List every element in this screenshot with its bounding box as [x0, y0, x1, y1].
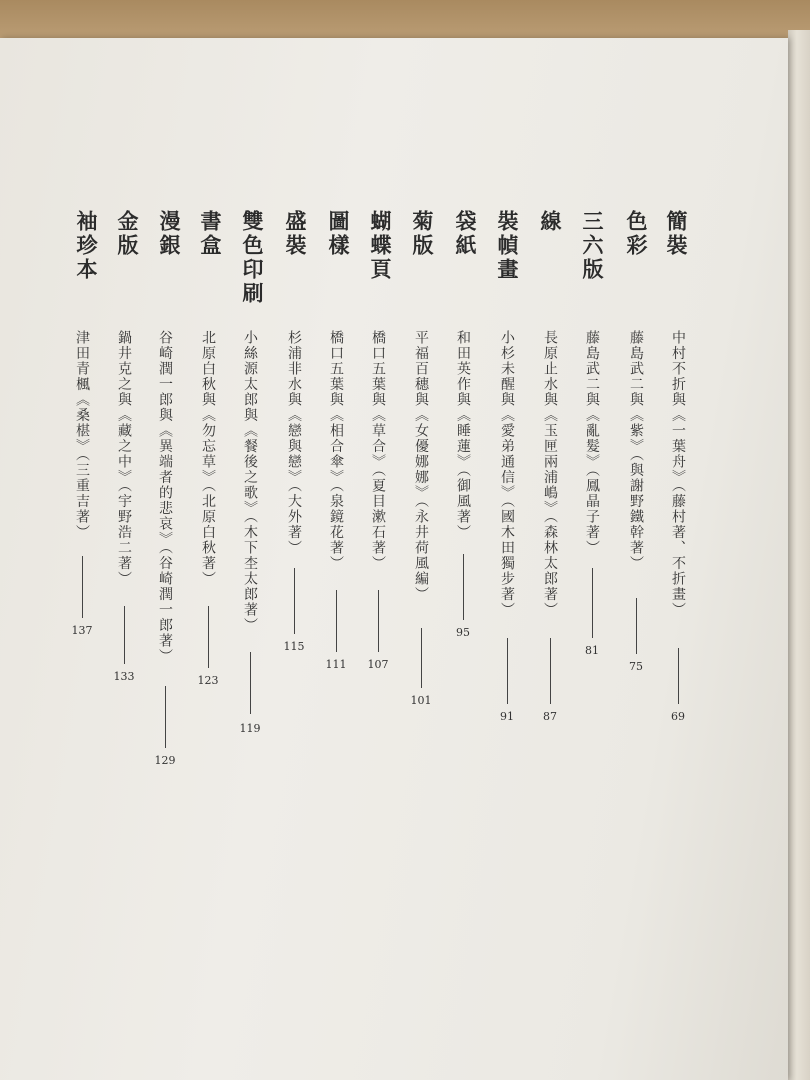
leader-1 — [678, 648, 679, 704]
toc-entry-13: 谷崎潤一郎與《異端者的悲哀》（谷崎潤一郎著） — [157, 330, 173, 664]
heading-6: 袋紙 — [453, 210, 478, 258]
toc-entry-15: 津田青楓《桑椹》（三重吉著） — [74, 330, 90, 540]
heading-12: 書盒 — [198, 210, 223, 258]
toc-entry-7: 平福百穗與《女優娜娜》（永井荷風編） — [413, 330, 429, 602]
heading-7: 菊版 — [410, 210, 435, 258]
toc-entry-2: 藤島武二與《紫》（與謝野鐵幹著） — [628, 330, 644, 571]
page-number-6: 95 — [456, 626, 470, 639]
heading-10: 盛裝 — [283, 210, 308, 258]
facing-page-edge — [788, 30, 810, 1080]
heading-4: 線 — [538, 210, 563, 234]
page-number-13: 129 — [154, 754, 176, 767]
toc-entry-1: 中村不折與《一葉舟》（藤村著、不折畫） — [670, 330, 686, 618]
leader-11 — [250, 652, 251, 714]
heading-14: 金版 — [115, 210, 140, 258]
leader-6 — [463, 554, 464, 620]
page-number-10: 115 — [283, 640, 305, 653]
heading-11: 雙色印刷 — [240, 210, 265, 306]
toc-entry-5: 小杉未醒與《愛弟通信》（國木田獨步著） — [499, 330, 515, 618]
book-page — [0, 38, 788, 1080]
leader-8 — [378, 590, 379, 652]
heading-15: 袖珍本 — [74, 210, 99, 282]
leader-4 — [550, 638, 551, 704]
toc-entry-11: 小絲源太郎與《餐後之歌》（木下杢太郎著） — [242, 330, 258, 633]
toc-entry-4: 長原止水與《玉匣兩浦嶋》（森林太郎著） — [542, 330, 558, 618]
page-number-14: 133 — [113, 670, 135, 683]
page-number-9: 111 — [325, 658, 347, 671]
page-number-5: 91 — [500, 710, 514, 723]
page-number-4: 87 — [543, 710, 557, 723]
leader-2 — [636, 598, 637, 654]
page-number-11: 119 — [239, 722, 261, 735]
leader-3 — [592, 568, 593, 638]
toc-entry-12: 北原白秋與《勿忘草》（北原白秋著） — [200, 330, 216, 587]
page-number-2: 75 — [629, 660, 643, 673]
page-number-12: 123 — [197, 674, 219, 687]
toc-entry-9: 橋口五葉與《相合傘》（泉鏡花著） — [328, 330, 344, 571]
heading-9: 圖樣 — [326, 210, 351, 258]
leader-14 — [124, 606, 125, 664]
leader-15 — [82, 556, 83, 618]
leader-10 — [294, 568, 295, 634]
leader-12 — [208, 606, 209, 668]
heading-5: 裝幀畫 — [495, 210, 520, 282]
toc-entry-6: 和田英作與《睡蓮》（御風著） — [455, 330, 471, 540]
page-number-15: 137 — [71, 624, 93, 637]
leader-5 — [507, 638, 508, 704]
leader-9 — [336, 590, 337, 652]
page-number-3: 81 — [585, 644, 599, 657]
toc-entry-8: 橋口五葉與《草合》（夏目漱石著） — [370, 330, 386, 571]
leader-13 — [165, 686, 166, 748]
page-number-7: 101 — [410, 694, 432, 707]
page-number-1: 69 — [671, 710, 685, 723]
toc-entry-3: 藤島武二與《亂髮》（鳳晶子著） — [584, 330, 600, 556]
toc-entry-14: 鍋井克之與《藏之中》（宇野浩二著） — [116, 330, 132, 587]
page-number-8: 107 — [367, 658, 389, 671]
heading-13: 漫銀 — [157, 210, 182, 258]
toc-entry-10: 杉浦非水與《戀與戀》（大外著） — [286, 330, 302, 556]
heading-2: 色彩 — [624, 210, 649, 258]
leader-7 — [421, 628, 422, 688]
heading-1: 簡裝 — [664, 210, 689, 258]
heading-3: 三六版 — [580, 210, 605, 282]
heading-8: 蝴蝶頁 — [368, 210, 393, 282]
